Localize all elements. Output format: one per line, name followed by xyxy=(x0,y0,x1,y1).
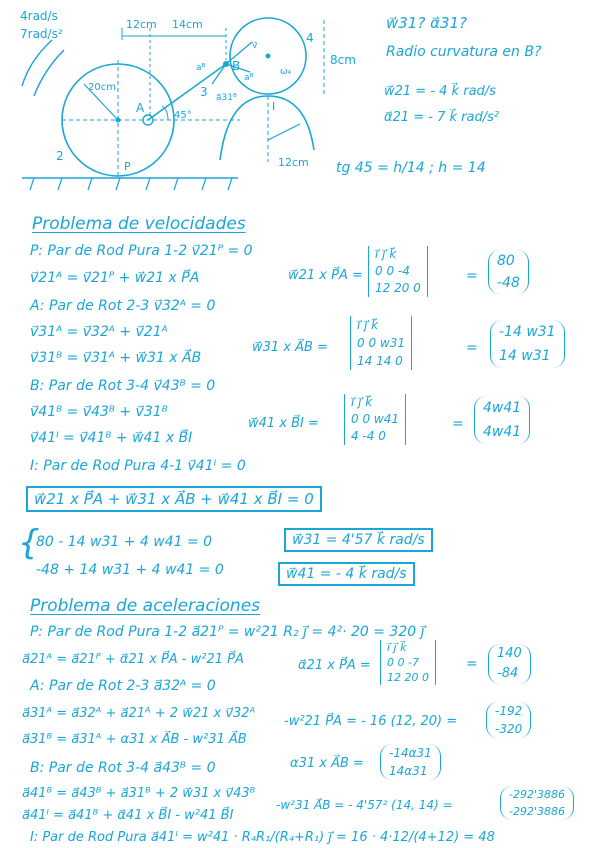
am2-result xyxy=(486,702,531,738)
alpha-label: 7rad/s² xyxy=(20,27,63,41)
acc-b-eq1: a⃗41ᴮ = a⃗43ᴮ + a⃗31ᴮ + 2 w⃗31 x v⃗43ᴮ xyxy=(22,786,256,801)
sys-eq2: -48 + 14 w31 + 4 w41 = 0 xyxy=(36,562,224,578)
dim-20cm: 20cm xyxy=(88,82,116,93)
acc-p-eq: a⃗21ᴬ = a⃗21ᴾ + α⃗21 x P⃗A - w²21 P⃗A xyxy=(22,652,244,667)
am2-res: -320 xyxy=(495,722,523,736)
label-a31b: a⃗31ᴮ xyxy=(216,93,237,103)
body-4: 4 xyxy=(306,31,314,45)
m3-row: 4 -4 0 xyxy=(351,429,386,443)
m3-row: 0 0 w41 xyxy=(351,412,399,426)
m3-label: w⃗41 x B⃗I = xyxy=(248,416,319,431)
velocidades-title: Problema de velocidades xyxy=(32,214,246,234)
am1-res: -84 xyxy=(497,666,519,681)
dim-12cm-top: 12cm xyxy=(126,18,157,31)
dim-8cm: 8cm xyxy=(330,53,356,67)
m2-result xyxy=(490,320,565,368)
res-w41: w⃗41 = - 4 k⃗ rad/s xyxy=(278,562,415,586)
m1-label: w⃗21 x P⃗A = xyxy=(288,268,363,283)
m2-row: i⃗ j⃗ k⃗ xyxy=(357,318,379,332)
m2-matrix xyxy=(350,316,412,370)
label-v: v⃗ xyxy=(252,41,258,51)
m1-matrix xyxy=(368,246,428,297)
am1-row: i⃗ j⃗ k⃗ xyxy=(387,641,407,654)
vel-a-eq1: v⃗31ᴬ = v⃗32ᴬ + v⃗21ᴬ xyxy=(30,324,168,340)
m1-row: 0 0 -4 xyxy=(375,264,410,278)
m1-res: 80 xyxy=(497,253,515,269)
m1-row: i⃗ j⃗ k⃗ xyxy=(375,247,397,261)
label-ab2: aᴮ xyxy=(244,73,254,83)
system-brace: { xyxy=(18,523,40,563)
am3-res: -14α31 xyxy=(389,746,432,760)
m2-equals: = xyxy=(466,340,478,356)
vel-p-line: P: Par de Rod Pura 1-2 v⃗21ᴾ = 0 xyxy=(30,243,253,259)
acc-a-line: A: Par de Rot 2-3 a⃗32ᴬ = 0 xyxy=(30,678,216,694)
body-3: 3 xyxy=(200,85,208,99)
question: w⃗31? α⃗31? xyxy=(386,14,468,32)
mechanism-diagram xyxy=(0,0,360,200)
m3-matrix xyxy=(344,394,406,445)
m3-row: i⃗ j⃗ k⃗ xyxy=(351,395,373,409)
am3-result xyxy=(380,744,441,780)
am4-label: -w²31 A⃗B = - 4'57² (14, 14) = xyxy=(276,798,453,812)
am1-row: 12 20 0 xyxy=(387,671,429,684)
res-w31: w⃗31 = 4'57 k⃗ rad/s xyxy=(284,528,433,552)
tg45-eq: tg 45 = h/14 ; h = 14 xyxy=(336,160,486,176)
dim-14cm: 14cm xyxy=(172,18,203,31)
vel-b-eq2: v⃗41ᴵ = v⃗41ᴮ + w⃗41 x B⃗I xyxy=(30,430,193,446)
vel-a-eq2: v⃗31ᴮ = v⃗31ᴬ + w⃗31 x A⃗B xyxy=(30,350,202,366)
am1-label: α⃗21 x P⃗A = xyxy=(298,658,371,673)
m2-res: 14 w31 xyxy=(499,348,551,364)
acc-a-eq2: a⃗31ᴮ = a⃗31ᴬ + α31 x A⃗B - w²31 A⃗B xyxy=(22,732,247,747)
m1-row: 12 20 0 xyxy=(375,281,421,295)
point-p: P xyxy=(124,160,131,173)
point-b: B xyxy=(232,59,241,73)
radius-question: Radio curvatura en B? xyxy=(386,44,542,60)
vel-a-line: A: Par de Rot 2-3 v⃗32ᴬ = 0 xyxy=(30,298,216,314)
am1-res: 140 xyxy=(497,646,522,661)
vel-b-eq1: v⃗41ᴮ = v⃗43ᴮ + v⃗31ᴮ xyxy=(30,404,168,420)
label-omega4: ω₄ xyxy=(280,67,292,77)
point-a: A xyxy=(136,101,145,115)
m2-row: 14 14 0 xyxy=(357,354,403,368)
am1-row: 0 0 -7 xyxy=(387,656,419,669)
am1-matrix xyxy=(380,640,436,685)
aceleraciones-title: Problema de aceleraciones xyxy=(30,596,261,616)
m3-res: 4w41 xyxy=(483,400,522,416)
acc-a-eq1: a⃗31ᴬ = a⃗32ᴬ + a⃗21ᴬ + 2 w⃗21 x v⃗32ᴬ xyxy=(22,706,256,721)
angle-45: 45° xyxy=(174,110,192,121)
label-ab: aᴮ xyxy=(196,63,206,73)
w21-given: w⃗21 = - 4 k⃗ rad/s xyxy=(384,84,496,99)
m2-label: w⃗31 x A⃗B = xyxy=(252,340,328,355)
m1-res: -48 xyxy=(497,275,520,291)
acc-i-line: I: Par de Rod Pura a⃗41ᴵ = w²41 · R₄R₁/(R₄+R₁) j⃗ = 16 · 4·12/(4+12) = 48 xyxy=(30,830,495,845)
vel-p-eq: v⃗21ᴬ = v⃗21ᴾ + w⃗21 x P⃗A xyxy=(30,270,200,286)
am1-equals: = xyxy=(466,656,478,672)
acc-b-line: B: Par de Rot 3-4 a⃗43ᴮ = 0 xyxy=(30,760,216,776)
m1-equals: = xyxy=(466,268,478,284)
m3-equals: = xyxy=(452,416,464,432)
m3-res: 4w41 xyxy=(483,424,522,440)
m2-row: 0 0 w31 xyxy=(357,336,405,350)
vel-b-line: B: Par de Rot 3-4 v⃗43ᴮ = 0 xyxy=(30,378,216,394)
acc-b-eq2: a⃗41ᴵ = a⃗41ᴮ + α⃗41 x B⃗I - w²41 B⃗I xyxy=(22,808,234,823)
am4-res: -292'3886 xyxy=(509,788,565,801)
point-i: I xyxy=(272,100,276,113)
dim-12cm-low: 12cm xyxy=(278,156,309,169)
body-2: 2 xyxy=(56,149,64,163)
m3-result xyxy=(474,396,530,444)
acc-p-line: P: Par de Rod Pura 1-2 a⃗21ᴾ = w²21 R₂ j⃗ = 4²· 20 = 320 j⃗ xyxy=(30,624,425,640)
am4-result xyxy=(500,786,574,820)
am2-label: -w²21 P⃗A = - 16 (12, 20) = xyxy=(284,714,458,729)
m2-res: -14 w31 xyxy=(499,324,556,340)
am1-result xyxy=(488,644,531,684)
a21-given: α⃗21 = - 7 k⃗ rad/s² xyxy=(384,110,500,125)
vel-boxed-eq: w⃗21 x P⃗A + w⃗31 x A⃗B + w⃗41 x B⃗I = 0 xyxy=(26,486,322,512)
am3-label: α31 x A⃗B = xyxy=(290,756,364,771)
m1-result xyxy=(488,250,529,294)
am2-res: -192 xyxy=(495,704,523,718)
am3-res: 14α31 xyxy=(389,764,428,778)
vel-i-line: I: Par de Rod Pura 4-1 v⃗41ᴵ = 0 xyxy=(30,458,246,474)
omega-label: 4rad/s xyxy=(20,9,58,23)
am4-res: -292'3886 xyxy=(509,805,565,818)
sys-eq1: 80 - 14 w31 + 4 w41 = 0 xyxy=(36,534,213,550)
